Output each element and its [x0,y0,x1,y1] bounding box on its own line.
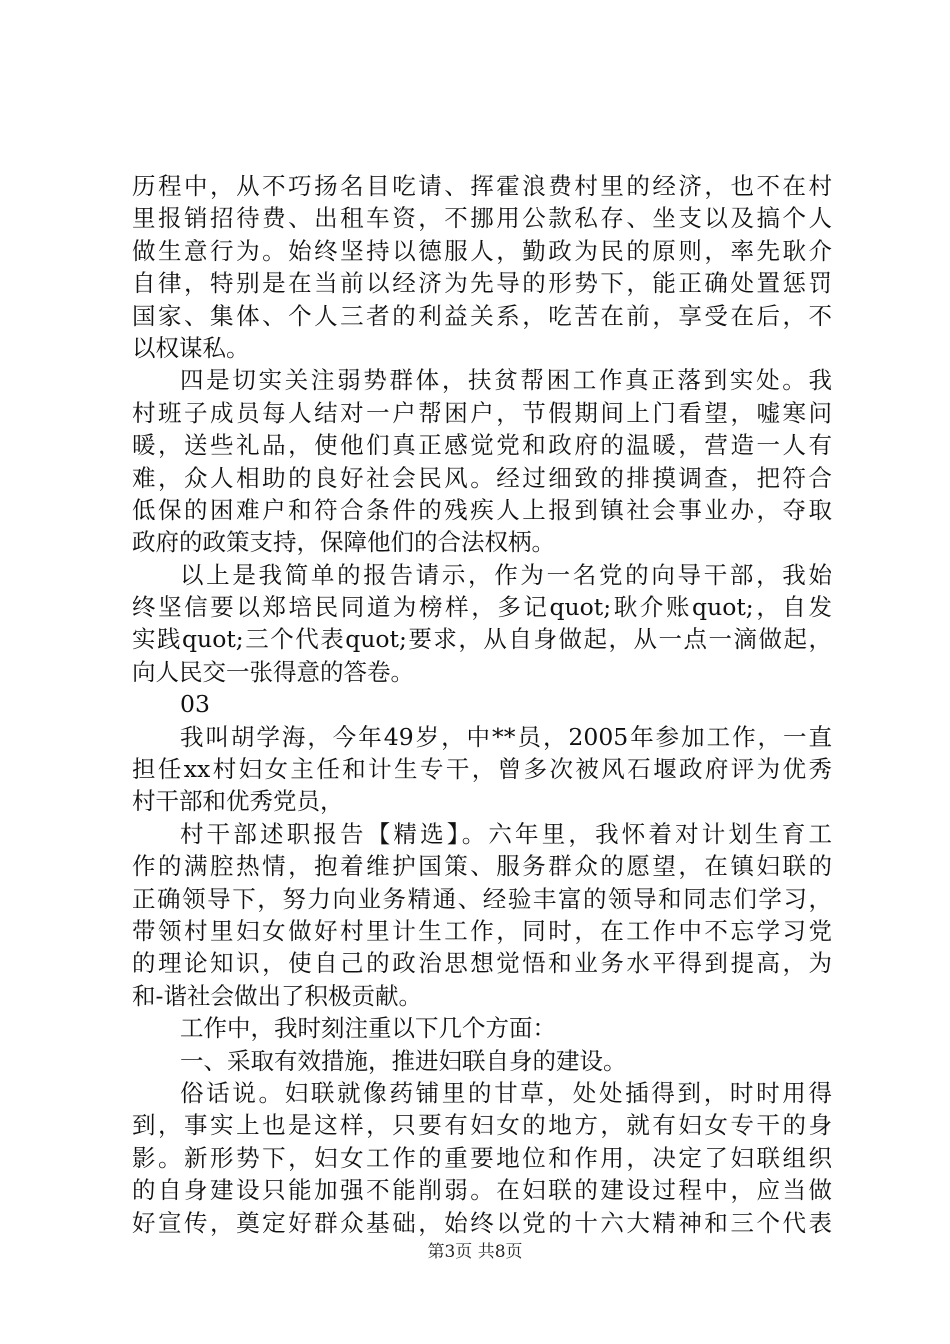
text-line: 一、采取有效措施，推进妇联自身的建设。 [180,1046,627,1075]
text-line: 村干部和优秀党员， [132,787,344,816]
text-line: 的自身建设只能加强不能削弱。在妇联的建设过程中，应当做 [132,1176,832,1205]
text-line: 正确领导下，努力向业务精通、经验丰富的领导和同志们学习， [132,884,832,913]
text-line: 03 [180,690,210,719]
text-line: 向人民交一张得意的答卷。 [132,657,414,686]
text-line: 终坚信要以郑培民同道为榜样，多记quot;耿介账quot;，自发 [132,593,832,622]
text-line: 低保的困难户和符合条件的残疾人上报到镇社会事业办，夺取 [132,495,832,524]
text-line: 担任xx村妇女主任和计生专干，曾多次被风石堰政府评为优秀 [132,755,832,784]
text-line: 作的满腔热情，抱着维护国策、服务群众的愿望，在镇妇联的 [132,852,832,881]
text-line: 难，众人相助的良好社会民风。经过细致的排摸调查，把符合 [132,463,832,492]
text-line: 历程中，从不巧扬名目吃请、挥霍浪费村里的经济，也不在村 [132,172,832,200]
text-line: 到，事实上也是这样，只要有妇女的地方，就有妇女专干的身 [132,1111,832,1140]
text-line: 以权谋私。 [132,333,250,362]
text-line: 我叫胡学海，今年49岁，中**员，2005年参加工作，一直 [180,722,832,751]
text-line: 好宣传，奠定好群众基础，始终以党的十六大精神和三个代表 [132,1208,832,1237]
text-line: 里报销招待费、出租车资，不挪用公款私存、坐支以及搞个人 [132,204,832,233]
text-line: 影。新形势下，妇女工作的重要地位和作用，决定了妇联组织 [132,1143,832,1172]
text-line: 国家、集体、个人三者的利益关系，吃苦在前，享受在后，不 [132,301,832,330]
text-line: 的理论知识，使自己的政治思想觉悟和业务水平得到提高，为 [132,949,832,978]
text-line: 政府的政策支持，保障他们的合法权柄。 [132,528,555,557]
text-line: 俗话说。妇联就像药铺里的甘草，处处插得到，时时用得 [180,1078,832,1107]
text-line: 四是切实关注弱势群体，扶贫帮困工作真正落到实处。我 [180,366,832,395]
page-footer: 第3页 共8页 [427,1242,523,1262]
document-body [132,170,832,1239]
text-line: 以上是我简单的报告请示，作为一名党的向导干部，我始 [180,560,832,589]
text-line: 自律，特别是在当前以经济为先导的形势下，能正确处置惩罚 [132,269,832,298]
text-line: 实践quot;三个代表quot;要求，从自身做起，从一点一滴做起， [132,625,832,654]
text-line: 带领村里妇女做好村里计生工作，同时，在工作中不忘学习党 [132,916,832,945]
text-line: 和-谐社会做出了积极贡献。 [132,981,422,1010]
text-line: 工作中，我时刻注重以下几个方面： [180,1014,556,1043]
text-line: 村干部述职报告【精选】。六年里，我怀着对计划生育工 [180,819,832,848]
text-line: 村班子成员每人结对一户帮困户，节假期间上门看望，嘘寒问 [132,398,832,427]
text-line: 做生意行为。始终坚持以德服人，勤政为民的原则，率先耿介 [132,236,832,265]
text-line: 暖，送些礼品，使他们真正感觉党和政府的温暖，营造一人有 [132,431,832,460]
